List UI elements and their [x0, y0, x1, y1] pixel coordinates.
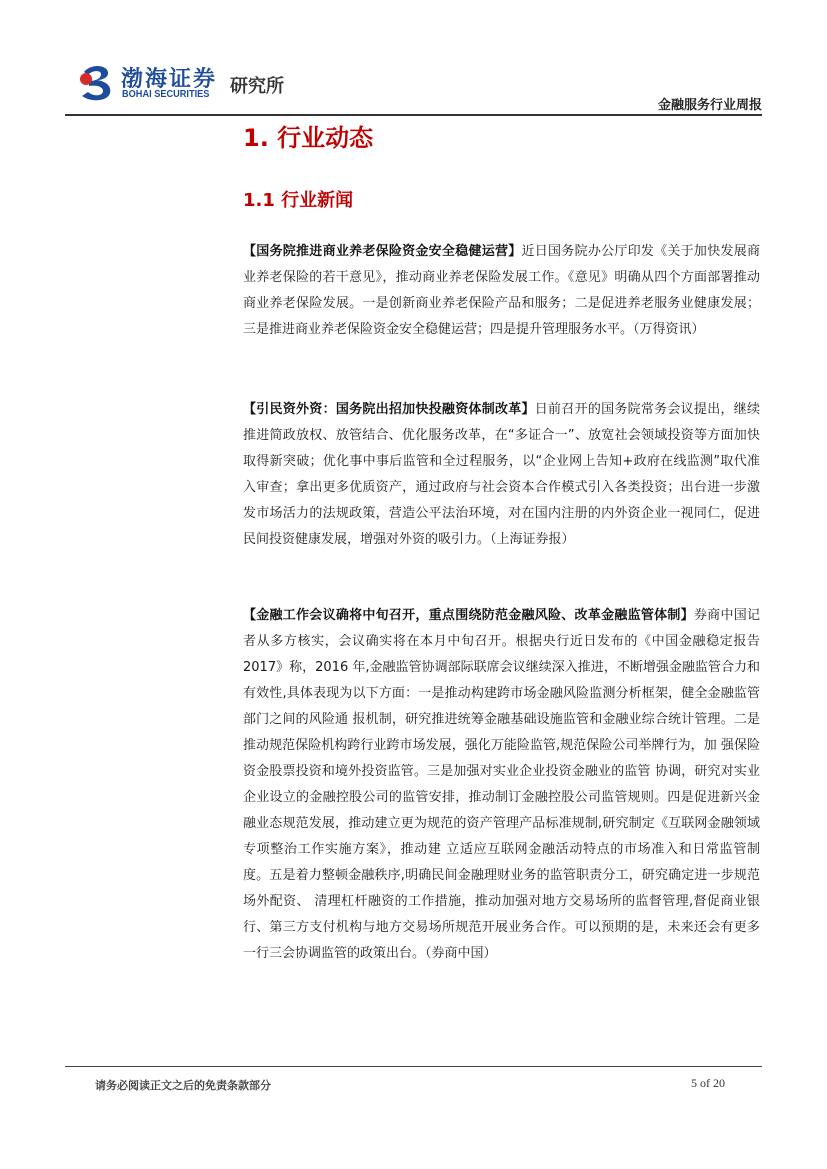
news-title: 【国务院推进商业养老保险资金安全稳健运营】: [243, 244, 522, 259]
logo-chinese-name: 渤海证券: [121, 67, 218, 92]
header-divider: [65, 114, 762, 116]
news-body: 近日国务院办公厅印发《关于加快发展商业养老保险的若干意见》，推动商业养老保险发展工作。《意见》明确从四个方面部署推动商业养老保险发展。一是创新商业养老保险产品和服务；二是促进养老服务业健康发展；三是推进商业养老保险资金安全稳健运营；四是提升管理服务水平。（万得资讯）: [243, 244, 760, 337]
news-title: 【金融工作会议确将中旬召开，重点围绕防范金融风险、改革金融监管体制】: [243, 608, 694, 623]
disclaimer-note: 请务必阅读正文之后的免责条款部分: [95, 1079, 271, 1092]
news-body: 券商中国记者从多方核实，会议确实将在本月中旬召开。根据央行近日发布的《中国金融稳定报告 2017》称，2016 年,金融监管协调部际联席会议继续深入推进，不断增强金融监管合力和有效性,具体表现为以下方面：一是推动构建跨市场金融风险监测分析框架，健全金融监管部门之间的风险通 报机制，研究推进统筹金融基础设施监管和金融业综合统计管理。二是推动规范保险机构跨行业跨市场发展，强化万能险监管,规范保险公司举牌行为，加 强保险资金股票投资和境外投资监管。三是加强对实业企业投资金融业的监管 协调，研究对实业企业设立的金融控股公司的监管安排，推动制订金融控股公司监管规则。四是促进新兴金融业态规范发展，推动建立更为规范的资产管理产品标准规制,研究制定《互联网金融领域专项整治工作实施方案》，推动建 立适应互联网金融活动特点的市场准入和日常监管制度。五是着力整顿金融秩序,明确民间金融理财业务的监管职责分工，研究确定进一步规范场外配资、 清理杠杆融资的工作措施，推动加强对地方交易场所的监督管理,督促商业银行、第三方支付机构与地方交易场所规范开展业务合作。可以预期的是，未来还会有更多一行三会协调监管的政策出台。（券商中国）: [243, 608, 760, 961]
news-item: [243, 239, 760, 343]
company-logo: [78, 62, 288, 106]
logo-english-name: BOHAI SECURITIES: [122, 89, 210, 100]
subsection-heading: 1.1 行业新闻: [243, 190, 354, 211]
page-number: 5 of 20: [691, 1076, 725, 1090]
news-item: [243, 603, 760, 967]
news-title: 【引民资外资：国务院出招加快投融资体制改革】: [243, 402, 535, 417]
news-item: [243, 397, 760, 553]
footer-divider: [65, 1066, 762, 1067]
department-label: 研究所: [230, 76, 284, 97]
report-type: 金融服务行业周报: [657, 98, 762, 113]
bohai-logo-icon: [78, 62, 118, 104]
news-body: 日前召开的国务院常务会议提出，继续推进简政放权、放管结合、优化服务改革，在“多证合一”、放宽社会领域投资等方面加快取得新突破；优化事中事后监管和全过程服务，以“企业网上告知+政府在线监测”取代准入审查；拿出更多优质资产，通过政府与社会资本合作模式引入各类投资；出台进一步激发市场活力的法规政策，营造公平法治环境，对在国内注册的内外资企业一视同仁，促进民间投资健康发展，增强对外资的吸引力。（上海证券报）: [243, 402, 760, 547]
section-heading: 1. 行业动态: [243, 124, 374, 152]
